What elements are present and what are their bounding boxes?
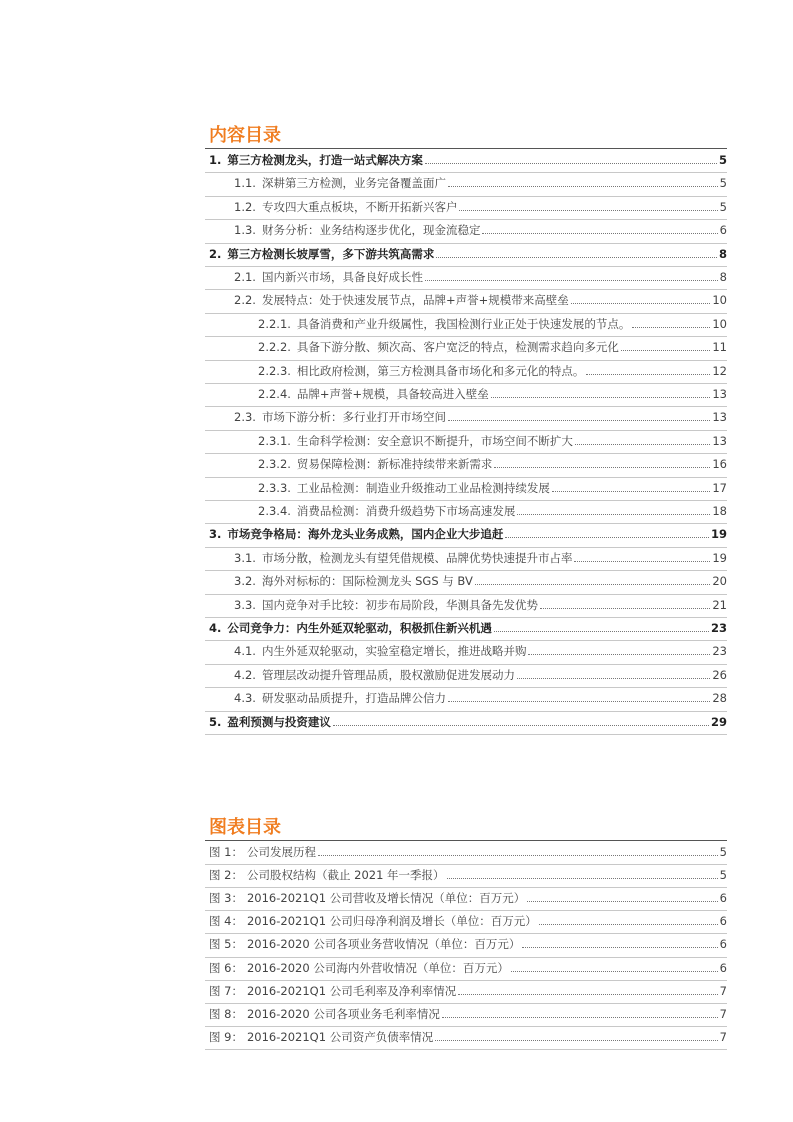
toc-entry-text: 研发驱动品质提升，打造品牌公信力 — [261, 691, 446, 706]
dot-leader — [632, 327, 710, 328]
figure-entry[interactable] — [209, 1007, 727, 1021]
toc-entry-text: 海外对标标的：国际检测龙头 SGS 与 BV — [261, 574, 473, 589]
toc-entry[interactable] — [258, 457, 727, 471]
toc-entry-number: 2.3.1. — [258, 433, 291, 448]
toc-title: 内容目录 — [209, 125, 281, 146]
toc-entry-page: 12 — [712, 363, 727, 378]
toc-row-separator — [205, 477, 727, 478]
dot-leader — [517, 678, 710, 679]
toc-row-separator — [205, 313, 727, 314]
dot-leader — [447, 878, 718, 879]
toc-entry-text: 深耕第三方检测，业务完备覆盖面广 — [261, 176, 446, 191]
toc-entry-page: 23 — [712, 644, 727, 659]
toc-row-separator — [205, 594, 727, 595]
toc-entry-page: 19 — [710, 527, 727, 542]
toc-entry-text: 具备消费和产业升级属性，我国检测行业正处于快速发展的节点。 — [296, 316, 631, 331]
dot-leader — [333, 725, 709, 726]
toc-entry-number: 2.3.3. — [258, 480, 291, 495]
toc-row-separator — [205, 406, 727, 407]
toc-row-separator — [205, 289, 727, 290]
toc-entry-text: 第三方检测长坡厚雪，多下游共筑高需求 — [227, 246, 435, 261]
toc-entry-page: 8 — [718, 246, 727, 261]
figure-entry[interactable] — [209, 891, 727, 905]
dot-leader — [517, 514, 710, 515]
toc-entry[interactable] — [258, 317, 727, 331]
toc-row-separator — [205, 336, 727, 337]
toc-entry-text: 贸易保障检测：新标准持续带来新需求 — [296, 457, 493, 472]
toc-entry[interactable] — [234, 574, 727, 588]
toc-row-separator — [205, 687, 727, 688]
toc-entry[interactable] — [234, 410, 727, 424]
figure-entry-number: 图 9： — [209, 1029, 243, 1044]
figure-entry-text: 2016-2021Q1 公司归母净利润及增长（单位：百万元） — [246, 914, 537, 929]
toc-entry[interactable] — [258, 504, 727, 518]
toc-entry-number: 2.2.4. — [258, 387, 291, 401]
dot-leader — [448, 186, 718, 187]
toc-row-separator — [205, 383, 727, 384]
dot-leader — [621, 350, 710, 351]
toc-entry-number: 4.1. — [234, 644, 256, 659]
toc-entry-text: 国内竞争对手比较：初步布局阶段，华测具备先发优势 — [261, 597, 538, 612]
figure-row-separator — [205, 864, 727, 865]
toc-entry[interactable] — [234, 176, 727, 190]
toc-entry-text: 市场竞争格局：海外龙头业务成熟，国内企业大步追赶 — [227, 527, 504, 542]
figure-entry-page: 5 — [719, 845, 727, 859]
toc-entry-number: 2.3.2. — [258, 457, 291, 472]
dot-leader — [435, 1040, 717, 1041]
toc-entry[interactable] — [209, 153, 727, 167]
toc-row-separator — [205, 640, 727, 641]
toc-entry-text: 相比政府检测，第三方检测具备市场化和多元化的特点。 — [296, 363, 585, 378]
figure-entry[interactable] — [209, 868, 727, 882]
toc-entry-page: 11 — [712, 340, 727, 355]
figure-entry[interactable] — [209, 937, 727, 951]
toc-entry-number: 1.1. — [234, 176, 256, 191]
figure-entry-number: 图 8： — [209, 1006, 243, 1021]
toc-entry-page: 28 — [712, 691, 727, 706]
toc-entry-page: 13 — [712, 433, 727, 448]
figure-entry-page: 6 — [719, 891, 727, 906]
figure-entry-number: 图 6： — [209, 960, 243, 975]
figure-entry-page: 7 — [719, 983, 727, 998]
toc-entry-text: 内生外延双轮驱动，实验室稳定增长，推进战略并购 — [261, 644, 527, 659]
toc-entry[interactable] — [209, 621, 727, 635]
toc-entry[interactable] — [234, 644, 727, 658]
toc-entry[interactable] — [234, 270, 727, 284]
dot-leader — [318, 855, 718, 856]
toc-entry-page: 23 — [710, 621, 727, 635]
dot-leader — [475, 584, 711, 585]
toc-entry-text: 生命科学检测：安全意识不断提升，市场空间不断扩大 — [296, 433, 573, 448]
toc-entry-page: 5 — [719, 176, 727, 191]
dot-leader — [511, 971, 718, 972]
toc-entry-page: 5 — [718, 153, 727, 167]
figure-entry-text: 公司股权结构（截止 2021 年一季报） — [246, 868, 445, 883]
toc-entry-page: 17 — [712, 480, 727, 495]
toc-entry-number: 4.2. — [234, 667, 256, 682]
toc-entry[interactable] — [234, 200, 727, 214]
toc-entry-number: 2.2.2. — [258, 340, 291, 355]
toc-row-separator — [205, 500, 727, 501]
figure-entry-page: 6 — [719, 914, 727, 929]
figure-entry[interactable] — [209, 984, 727, 998]
toc-entry-text: 工业品检测：制造业升级推动工业品检测持续发展 — [296, 480, 550, 495]
toc-entry-page: 20 — [712, 574, 727, 589]
dot-leader — [575, 444, 710, 445]
dot-leader — [459, 210, 717, 211]
toc-entry[interactable] — [234, 598, 727, 612]
toc-entry-text: 盈利预测与投资建议 — [227, 714, 331, 729]
toc-entry-page: 21 — [712, 597, 727, 612]
figure-entry-page: 6 — [719, 960, 727, 975]
toc-entry-page: 8 — [719, 270, 727, 284]
toc-entry[interactable] — [258, 434, 727, 448]
toc-entry[interactable] — [234, 668, 727, 682]
figure-entry-page: 7 — [719, 1006, 727, 1021]
figure-entry-number: 图 7： — [209, 983, 243, 998]
dot-leader — [448, 420, 710, 421]
figure-entry-text: 2016-2020 公司各项业务营收情况（单位：百万元） — [246, 937, 521, 952]
dot-leader — [574, 561, 710, 562]
toc-entry[interactable] — [258, 340, 727, 354]
toc-row-separator — [205, 243, 727, 244]
dot-leader — [528, 654, 710, 655]
toc-row-separator — [205, 430, 727, 431]
dot-leader — [494, 631, 709, 632]
toc-entry-text: 消费品检测：消费升级趋势下市场高速发展 — [296, 504, 516, 518]
toc-entry-page: 29 — [710, 714, 727, 729]
dot-leader — [491, 397, 711, 398]
toc-row-separator — [205, 266, 727, 267]
toc-entry-number: 1.3. — [234, 223, 256, 238]
toc-entry[interactable] — [234, 223, 727, 237]
figure-entry[interactable] — [209, 1030, 727, 1044]
figure-entry-text: 2016-2020 公司各项业务毛利率情况 — [246, 1006, 440, 1021]
toc-entry-number: 3. — [209, 527, 222, 542]
toc-row-separator — [205, 360, 727, 361]
figure-entry-text: 2016-2021Q1 公司资产负债率情况 — [246, 1029, 434, 1044]
toc-entry[interactable] — [258, 364, 727, 378]
toc-entry[interactable] — [209, 527, 727, 541]
figure-row-separator — [205, 887, 727, 888]
toc-entry-text: 专攻四大重点板块，不断开拓新兴客户 — [261, 199, 458, 214]
toc-row-separator — [205, 172, 727, 173]
toc-entry-number: 4.3. — [234, 691, 256, 706]
toc-entry-page: 13 — [712, 387, 727, 401]
figures-title-rule — [205, 840, 727, 841]
toc-entry-page: 26 — [712, 667, 727, 682]
toc-entry-page: 10 — [712, 316, 727, 331]
toc-row-separator — [205, 547, 727, 548]
toc-entry-number: 5. — [209, 714, 222, 729]
figure-entry-number: 图 3： — [209, 891, 243, 906]
toc-entry[interactable] — [234, 293, 727, 307]
figure-entry-page: 7 — [719, 1029, 727, 1044]
toc-entry-number: 2.3. — [234, 410, 256, 425]
toc-entry[interactable] — [258, 387, 727, 401]
dot-leader — [522, 947, 717, 948]
toc-entry-number: 3.3. — [234, 597, 256, 612]
figure-entry-text: 公司发展历程 — [246, 845, 316, 859]
toc-entry-page: 13 — [712, 410, 727, 425]
figure-entry-number: 图 4： — [209, 914, 243, 929]
toc-row-separator — [205, 219, 727, 220]
dot-leader — [586, 374, 710, 375]
figure-entry-number: 图 2： — [209, 868, 243, 883]
figure-entry-number: 图 1： — [209, 845, 243, 859]
toc-row-separator — [205, 570, 727, 571]
toc-entry[interactable] — [209, 247, 727, 261]
toc-entry[interactable] — [209, 715, 727, 729]
toc-entry-page: 6 — [719, 223, 727, 238]
figure-entry-text: 2016-2021Q1 公司营收及增长情况（单位：百万元） — [246, 891, 526, 906]
toc-row-separator — [205, 523, 727, 524]
toc-entry-text: 财务分析：业务结构逐步优化，现金流稳定 — [261, 223, 481, 238]
dot-leader — [571, 303, 711, 304]
toc-entry-text: 市场下游分析：多行业打开市场空间 — [261, 410, 446, 425]
toc-entry-number: 2.2.1. — [258, 316, 291, 331]
toc-entry-page: 5 — [719, 199, 727, 214]
toc-entry-text: 发展特点：处于快速发展节点，品牌+声誉+规模带来高壁垒 — [261, 293, 569, 308]
toc-entry-number: 3.2. — [234, 574, 256, 589]
toc-entry-number: 2.2. — [234, 293, 256, 308]
dot-leader — [539, 924, 718, 925]
dot-leader — [425, 163, 717, 164]
figure-entry-text: 2016-2021Q1 公司毛利率及净利率情况 — [246, 983, 457, 998]
toc-entry-number: 1. — [209, 153, 222, 167]
toc-entry-text: 市场分散，检测龙头有望凭借规模、品牌优势快速提升市占率 — [261, 550, 573, 565]
toc-row-separator — [205, 734, 727, 735]
dot-leader — [458, 994, 717, 995]
toc-title-rule — [205, 148, 727, 149]
toc-entry-text: 国内新兴市场，具备良好成长性 — [261, 270, 423, 284]
toc-entry-page: 10 — [712, 293, 727, 308]
dot-leader — [540, 608, 710, 609]
toc-entry-text: 管理层改动提升管理品质，股权激励促进发展动力 — [261, 667, 515, 682]
toc-entry-page: 16 — [712, 457, 727, 472]
figure-entry-text: 2016-2020 公司海内外营收情况（单位：百万元） — [246, 960, 509, 975]
dot-leader — [494, 467, 710, 468]
toc-row-separator — [205, 453, 727, 454]
figure-row-separator — [205, 933, 727, 934]
dot-leader — [436, 257, 717, 258]
figure-row-separator — [205, 1026, 727, 1027]
dot-leader — [505, 537, 709, 538]
toc-entry-text: 公司竞争力：内生外延双轮驱动，积极抓住新兴机遇 — [227, 621, 492, 635]
dot-leader — [527, 901, 717, 902]
toc-entry-text: 具备下游分散、频次高、客户宽泛的特点，检测需求趋向多元化 — [296, 340, 619, 355]
toc-entry-number: 3.1. — [234, 550, 256, 565]
toc-row-separator — [205, 617, 727, 618]
toc-entry[interactable] — [234, 551, 727, 565]
figure-entry[interactable] — [209, 914, 727, 928]
toc-entry-text: 第三方检测龙头，打造一站式解决方案 — [227, 153, 423, 167]
figure-entry-page: 5 — [719, 868, 727, 883]
figure-row-separator — [205, 957, 727, 958]
toc-row-separator — [205, 664, 727, 665]
figures-title: 图表目录 — [209, 817, 281, 838]
toc-row-separator — [205, 196, 727, 197]
toc-entry-number: 2.2.3. — [258, 363, 291, 378]
toc-entry[interactable] — [258, 481, 727, 495]
toc-row-separator — [205, 711, 727, 712]
dot-leader — [425, 280, 718, 281]
figure-row-separator — [205, 1003, 727, 1004]
toc-entry-number: 4. — [209, 621, 222, 635]
toc-entry-text: 品牌+声誉+规模，具备较高进入壁垒 — [296, 387, 489, 401]
dot-leader — [448, 701, 710, 702]
figure-row-separator — [205, 910, 727, 911]
figure-entry[interactable] — [209, 845, 727, 859]
toc-entry-page: 19 — [712, 550, 727, 565]
toc-entry[interactable] — [234, 691, 727, 705]
toc-entry-number: 2.3.4. — [258, 504, 291, 518]
dot-leader — [442, 1017, 718, 1018]
dot-leader — [482, 233, 717, 234]
figure-entry-page: 6 — [719, 937, 727, 952]
toc-entry-number: 2.1. — [234, 270, 256, 284]
figure-row-separator — [205, 1049, 727, 1050]
figure-entry-number: 图 5： — [209, 937, 243, 952]
toc-entry-number: 2. — [209, 246, 222, 261]
figure-row-separator — [205, 980, 727, 981]
dot-leader — [552, 491, 710, 492]
toc-entry-page: 18 — [712, 504, 727, 518]
figure-entry[interactable] — [209, 961, 727, 975]
toc-entry-number: 1.2. — [234, 199, 256, 214]
